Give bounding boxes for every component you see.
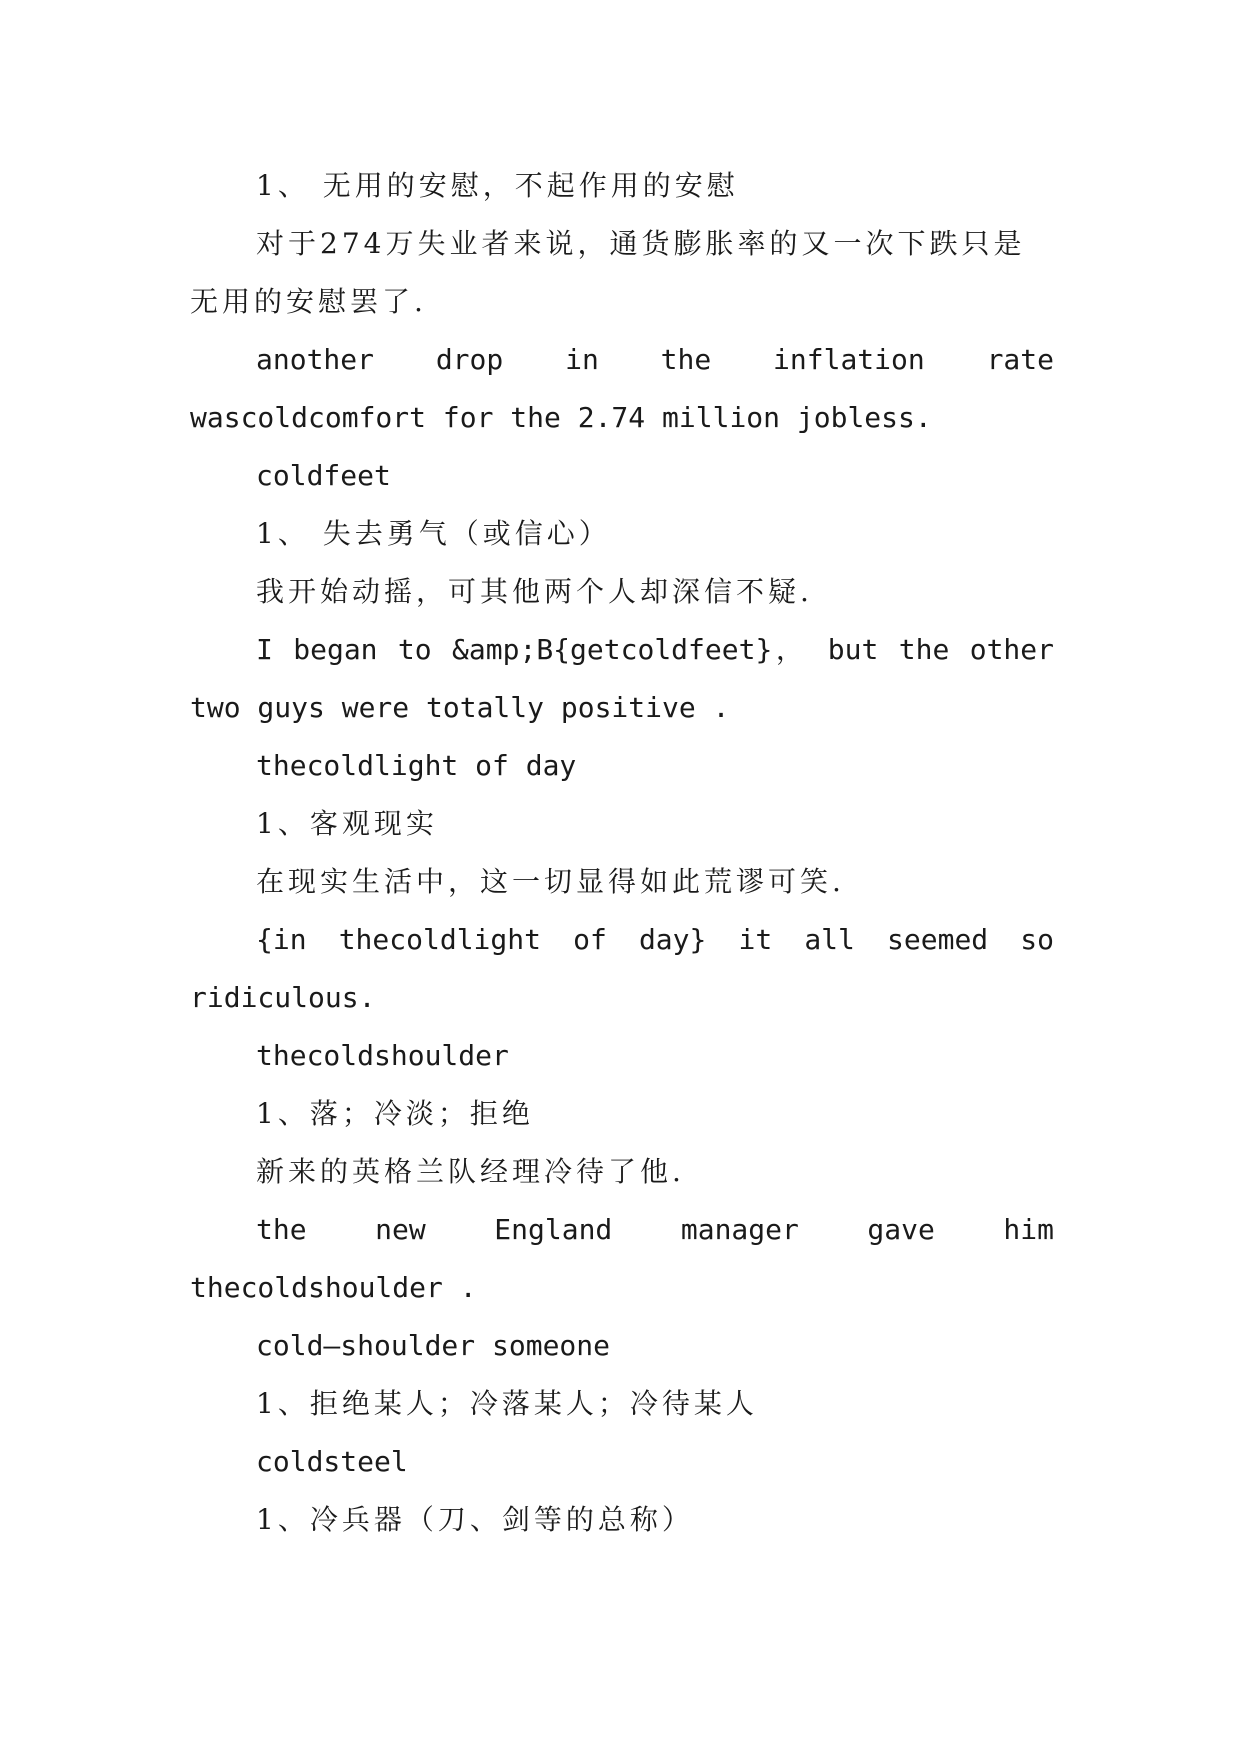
phrase-heading: coldfeet [256, 459, 391, 492]
phrase-heading: thecoldlight of day [256, 749, 577, 782]
example-chinese: 我开始动摇，可其他两个人却深信不疑. [256, 575, 813, 608]
example-english: I began to &amp;B{getcoldfeet}， but the other two guys were totally positive . [190, 633, 1054, 724]
example-english: {in thecoldlight of day} it all seemed so ridiculous. [190, 923, 1054, 1014]
phrase-heading: cold—shoulder someone [256, 1329, 611, 1362]
example-chinese: 在现实生活中，这一切显得如此荒谬可笑. [256, 865, 845, 898]
definition-line: 1、落；冷淡；拒绝 [256, 1097, 534, 1130]
definition-line: 1、 无用的安慰，不起作用的安慰 [256, 169, 739, 202]
definition-line: 1、冷兵器（刀、剑等的总称） [256, 1503, 694, 1536]
document-body [190, 157, 1054, 1549]
definition-line: 1、 失去勇气（或信心） [256, 517, 611, 550]
example-chinese: 新来的英格兰队经理冷待了他. [256, 1155, 685, 1188]
example-chinese: 对于274万失业者来说，通货膨胀率的又一次下跌只是无用的安慰罢了. [190, 227, 1026, 318]
example-english: another drop in the inflation rate wascoldcomfort for the 2.74 million jobless. [190, 343, 1054, 434]
example-english: the new England manager gave him thecoldshoulder . [190, 1213, 1054, 1304]
definition-line: 1、客观现实 [256, 807, 438, 840]
phrase-heading: thecoldshoulder [256, 1039, 509, 1072]
phrase-heading: coldsteel [256, 1445, 408, 1478]
definition-line: 1、拒绝某人；冷落某人；冷待某人 [256, 1387, 758, 1420]
